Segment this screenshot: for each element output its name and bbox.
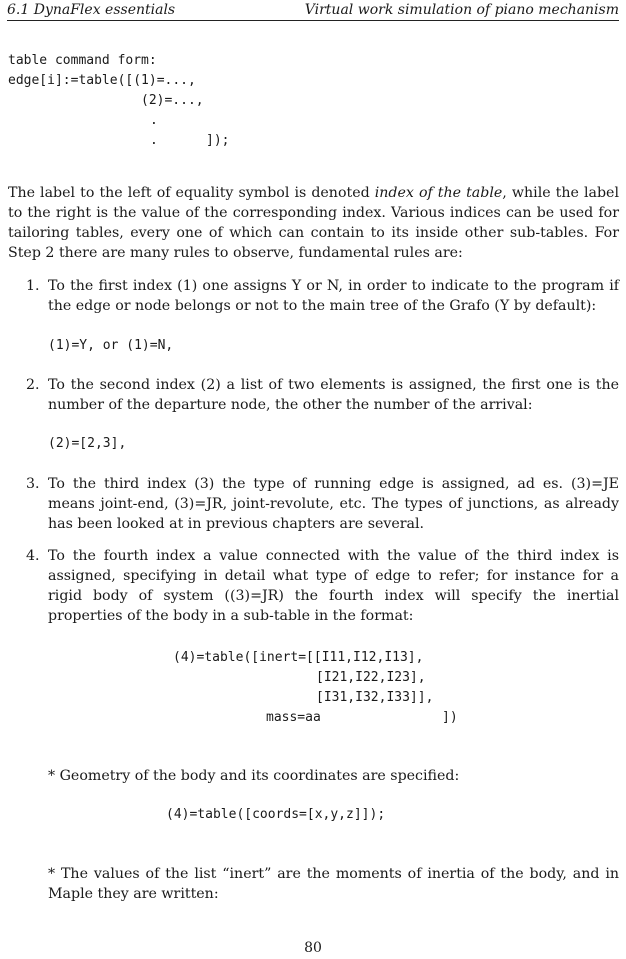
list-number: 3. [26, 476, 40, 492]
code-line: (1)=Y, or (1)=N, [48, 338, 174, 353]
code-line: (4)=table([inert=[[I11,I12,I13], [173, 650, 424, 665]
code-line: (4)=table([coords=[x,y,z]]); [166, 807, 386, 822]
code-line: [I31,I32,I33]], [316, 690, 434, 705]
code-dot: . [150, 133, 158, 148]
intro-emphasis: index of the table [374, 185, 503, 201]
list-text: To the second index (2) a list of two elements is assigned, the first one is the number of the departure node, the other the number of the arrival: [48, 377, 619, 413]
code-dot: . [150, 113, 158, 128]
code-line: ]); [206, 133, 230, 148]
list-number: 2. [26, 377, 40, 393]
list-text: To the first index (1) one assigns Y or N, in order to indicate to the program if the edge or node belongs or not to the main tree of the Grafo (Y by default): [48, 278, 619, 314]
intro-text: The label to the left of equality symbol is denoted [8, 185, 375, 201]
page-number: 80 [304, 940, 322, 956]
code-line: table command form: [8, 53, 157, 68]
note-paragraph: * Geometry of the body and its coordinates are specified: [48, 768, 460, 784]
intro-paragraph [8, 183, 619, 263]
list-number: 1. [26, 278, 40, 294]
note-paragraph: * The values of the list “inert” are the moments of inertia of the body, and in Maple they are written: [48, 866, 619, 902]
code-line: ]) [442, 710, 458, 725]
header-section-title: 6.1 DynaFlex essentials [7, 2, 176, 18]
code-line: (2)=[2,3], [48, 436, 127, 451]
list-number: 4. [26, 548, 40, 564]
list-text: To the fourth index a value connected with the value of the third index is assigned, specifying in detail what type of edge to refer; for instance for a rigid body of system ((3)=JR) the fourth index will specify the inertial properties of the body in a sub-table in the format: [48, 548, 619, 624]
intro-text: , while the label to the right is the value of the corresponding index. Various indices can be used for tailoring tables, every one of which can contain to its inside other sub-tables. For Step 2 there are many rules to observe, fundamental rules are: [8, 185, 619, 261]
code-line: edge[i]:=table([(1)=..., [8, 73, 196, 88]
code-line: [I21,I22,I23], [316, 670, 426, 685]
code-line: mass=aa [266, 710, 321, 725]
code-line: (2)=..., [141, 93, 204, 108]
running-header [7, 0, 619, 21]
header-chapter-title: Virtual work simulation of piano mechanism [304, 2, 619, 18]
list-text: To the third index (3) the type of running edge is assigned, ad es. (3)=JE means joint-end, (3)=JR, joint-revolute, etc. The types of junctions, as already has been looked at in previous chapters are several. [48, 476, 619, 532]
